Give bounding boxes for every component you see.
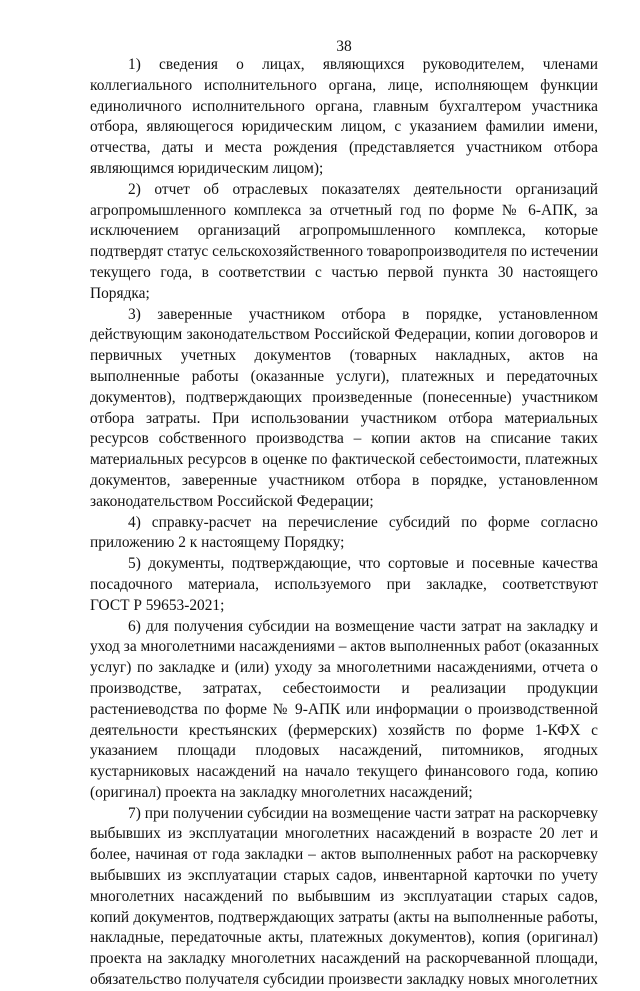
text-line: деятельности крестьянских (фермерских) хозяйств по форме 1-КФХ с	[90, 721, 598, 739]
text-line: 4) справку-расчет на перечисление субсидий по форме согласно	[128, 513, 598, 531]
text-line: являющимся юридическим лицом);	[90, 159, 324, 177]
text-line: отчества, даты и места рождения (представляется участником отбора	[90, 139, 598, 157]
list-item-paragraph	[90, 180, 598, 305]
text-line: более, начиная от года закладки – актов выполненных работ на раскорчевку	[90, 846, 598, 864]
text-line: (оригинал) проекта на закладку многолетних насаждений;	[90, 783, 473, 801]
text-line: уход за многолетними насаждениями – актов выполненных работ (оказанных	[90, 638, 599, 656]
text-line: выполненные работы (оказанные услуги), платежных и передаточных	[90, 367, 598, 385]
list-item-paragraph	[90, 554, 598, 616]
text-line: посадочного материала, используемого при закладке, соответствуют	[90, 575, 598, 593]
text-line: выбывших из эксплуатации старых садов, инвентарной карточки по учету	[90, 867, 598, 885]
text-line: 2) отчет об отраслевых показателях деятельности организаций	[128, 180, 598, 198]
text-line: отбора затраты. При использовании участником отбора материальных	[90, 409, 598, 427]
text-line: 3) заверенные участником отбора в порядке, установленном	[128, 305, 598, 323]
text-line: кустарниковых насаждений на начало текущего финансового года, копию	[90, 763, 598, 781]
text-line: агропромышленного комплекса за отчетный год по форме № 6-АПК, за	[90, 201, 598, 219]
text-line: законодательством Российской Федерации;	[90, 492, 374, 510]
text-line: 1) сведения о лицах, являющихся руководителем, членами	[128, 56, 598, 73]
page-number: 38	[336, 38, 352, 55]
text-line: услуг) по закладке и (или) уходу за многолетними насаждениями, отчета о	[90, 659, 598, 677]
text-line: многолетних насаждений по выбывшим из эксплуатации старых садов,	[90, 887, 598, 905]
text-line: документов), подтверждающих произведенные (понесенные) участником	[90, 388, 598, 406]
list-item-paragraph	[90, 305, 598, 513]
text-line: текущего года, в соответствии с частью первой пункта 30 настоящего	[90, 263, 598, 281]
text-line: накладные, передаточные акты, платежных документов), копия (оригинал)	[90, 929, 598, 947]
text-line: проекта на закладку многолетних насаждений на раскорчеванной площади,	[90, 950, 598, 968]
text-line: 5) документы, подтверждающие, что сортовые и посевные качества	[128, 555, 598, 573]
text-line: указанием площади плодовых насаждений, питомников, ягодных	[90, 742, 598, 760]
text-line: производстве, затратах, себестоимости и реализации продукции	[90, 679, 598, 697]
text-line: приложению 2 к настоящему Порядку;	[90, 534, 345, 552]
text-line: материальных ресурсов в оценке по фактической себестоимости, платежных	[90, 451, 598, 469]
text-line: ресурсов собственного производства – копии актов на списание таких	[90, 430, 598, 448]
text-line: 7) при получении субсидии на возмещение части затрат на раскорчевку	[128, 804, 598, 822]
text-line: действующим законодательством Российской Федерации, копии договоров и	[90, 326, 598, 344]
text-line: подтвердят статус сельскохозяйственного товаропроизводителя по истечении	[90, 243, 599, 261]
text-line: первичных учетных документов (товарных накладных, актов на	[90, 347, 598, 365]
list-item-paragraph	[90, 513, 598, 555]
list-item-paragraph	[90, 804, 598, 991]
text-line: 6) для получения субсидии на возмещение части затрат на закладку и	[128, 617, 598, 635]
list-item-paragraph	[90, 617, 598, 804]
text-line: обязательство получателя субсидии произвести закладку новых многолетних	[90, 971, 598, 989]
text-line: Порядка;	[90, 284, 150, 302]
text-line: растениеводства по форме № 9-АПК или информации о производственной	[90, 700, 598, 718]
text-line: единоличного исполнительного органа, главным бухгалтером участника	[90, 97, 598, 115]
text-line: выбывших из эксплуатации многолетних насаждений в возрасте 20 лет и	[90, 825, 598, 843]
text-line: копий документов, подтверждающих затраты (акты на выполненные работы,	[90, 908, 598, 926]
text-line: исключением организаций агропромышленного комплекса, которые	[90, 222, 598, 240]
text-line: коллегиального исполнительного органа, лице, исполняющем функции	[90, 76, 598, 94]
text-line: ГОСТ Р 59653-2021;	[90, 596, 225, 614]
text-line: документов, заверенные участником отбора в порядке, установленном	[90, 471, 598, 489]
text-line: отбора, являющегося юридическим лицом, с указанием фамилии имени,	[90, 118, 598, 136]
list-item-paragraph	[90, 55, 598, 180]
document-body	[90, 55, 598, 991]
